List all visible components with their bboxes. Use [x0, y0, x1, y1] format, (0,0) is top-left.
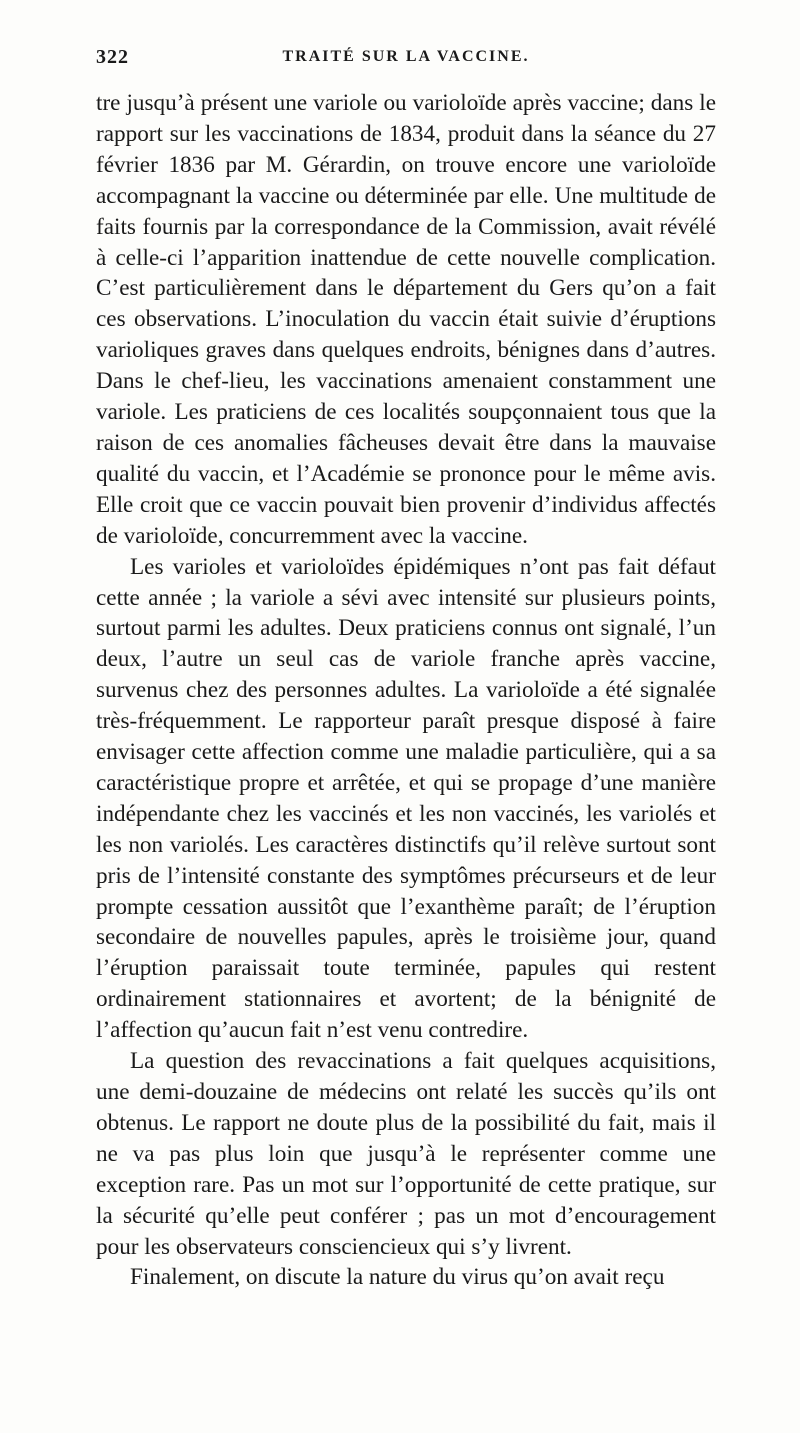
paragraph-finalement: Finalement, on discute la nature du virus qu’on avait reçu — [130, 1264, 665, 1291]
paragraph-revaccinations: La question des revaccinations a fait quelques acquisitions, une demi-douzaine de médecins ont relaté les succès qu’ils ont obtenus. Le rapport ne doute plus de la possibilité du fait, mais il ne va pas plus loin que jusqu’à le représenter comme une exception rare. Pas un mot sur l’opportunité de cette pratique, sur la sécurité qu’elle peut conférer ; pas un mot d’encouragement pour les observateurs consciencieux qui s’y livrent. — [96, 1048, 716, 1260]
page-number: 322 — [96, 46, 129, 68]
body-text — [96, 88, 716, 1293]
running-title: TRAITÉ SUR LA VACCINE. — [282, 48, 530, 65]
running-head — [96, 46, 716, 76]
paragraph-continued: tre jusqu’à présent une variole ou varioloïde après vaccine; dans le rapport sur les vaccinations de 1834, produit dans la séance du 27 février 1836 par M. Gérardin, on trouve encore une varioloïde accompagnant la vaccine ou déterminée par elle. Une multitude de faits fournis par la correspondance de la Commission, avait révélé à celle-ci l’apparition inattendue de cette nouvelle complication. C’est particulièrement dans le département du Gers qu’on a fait ces observations. L’inoculation du vaccin était suivie d’éruptions varioliques graves dans quelques endroits, bénignes dans d’autres. Dans le chef-lieu, les vaccinations amenaient constamment une variole. Les praticiens de ces localités soupçonnaient tous que la raison de ces anomalies fâcheuses devait être dans la mauvaise qualité du vaccin, et l’Académie se prononce pour le même avis. Elle croit que ce vaccin pouvait bien provenir d’individus affectés de varioloïde, concurremment avec la vaccine. — [96, 90, 716, 549]
paragraph-varioles: Les varioles et varioloïdes épidémiques n’ont pas fait défaut cette année ; la variole a sévi avec intensité sur plusieurs points, surtout parmi les adultes. Deux praticiens connus ont signalé, l’un deux, l’autre un seul cas de variole franche après vaccine, survenus chez des personnes adultes. La varioloïde a été signalée très-fréquemment. Le rapporteur paraît presque disposé à faire envisager cette affection comme une maladie particulière, qui a sa caractéristique propre et arrêtée, et qui se propage d’une manière indépendante chez les vaccinés et les non vaccinés, les variolés et les non variolés. Les caractères distinctifs qu’il relève surtout sont pris de l’intensité constante des symptômes précurseurs et de leur prompte cessation aussitôt que l’exanthème paraît; de l’éruption secondaire de nouvelles papules, après le troisième jour, quand l’éruption paraissait toute terminée, papules qui restent ordinairement stationnaires et avortent; de la bénignité de l’affection qu’aucun fait n’est venu contredire. — [96, 553, 716, 1044]
